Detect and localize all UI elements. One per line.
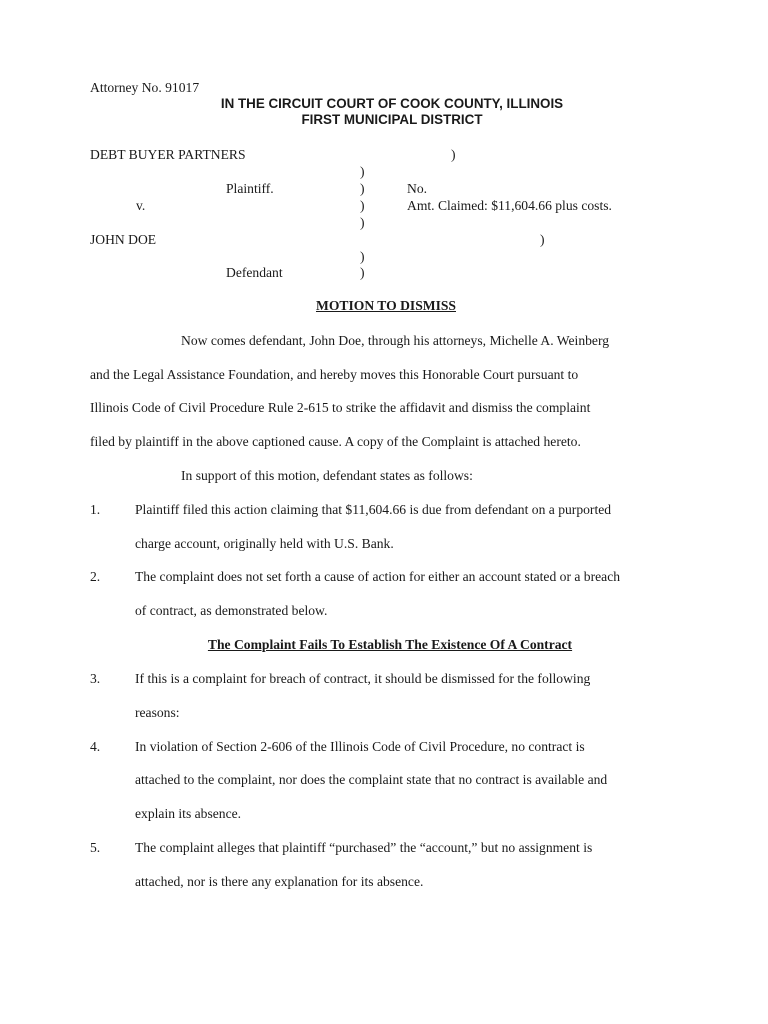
caption-paren: ) [540, 232, 545, 247]
caption-paren: ) [360, 249, 365, 264]
caption-paren: ) [360, 198, 365, 213]
district-name: FIRST MUNICIPAL DISTRICT [301, 112, 483, 127]
attorney-number: Attorney No. 91017 [90, 80, 200, 95]
versus: v. [136, 198, 146, 213]
caption-paren: ) [360, 164, 365, 179]
section-heading: The Complaint Fails To Establish The Existence Of A Contract [207, 637, 573, 652]
case-number-label: No. [407, 181, 428, 196]
body-line: filed by plaintiff in the above captioned cause. A copy of the Complaint is attached hereto. [90, 434, 581, 449]
paragraph-line: In violation of Section 2-606 of the Illinois Code of Civil Procedure, no contract is [135, 739, 585, 754]
paragraph-line: Plaintiff filed this action claiming that $11,604.66 is due from defendant on a purported [135, 502, 612, 517]
paragraph-number: 5. [90, 840, 101, 855]
plaintiff-role: Plaintiff. [226, 181, 274, 196]
paragraph-line: reasons: [135, 705, 180, 720]
caption-paren: ) [360, 265, 365, 280]
paragraph-line: attached, nor is there any explanation for its absence. [135, 874, 424, 889]
body-line: and the Legal Assistance Foundation, and hereby moves this Honorable Court pursuant to [90, 367, 579, 382]
defendant-role: Defendant [226, 265, 283, 280]
amount-claimed: Amt. Claimed: $11,604.66 plus costs. [407, 198, 612, 213]
paragraph-number: 2. [90, 569, 101, 584]
paragraph-number: 1. [90, 502, 101, 517]
paragraph-line: of contract, as demonstrated below. [135, 603, 328, 618]
caption-paren: ) [360, 215, 365, 230]
plaintiff-name: DEBT BUYER PARTNERS [90, 147, 246, 162]
defendant-name: JOHN DOE [90, 232, 157, 247]
paragraph-line: charge account, originally held with U.S. Bank. [135, 536, 394, 551]
paragraph-number: 4. [90, 739, 101, 754]
paragraph-line: The complaint alleges that plaintiff “purchased” the “account,” but no assignment is [135, 840, 593, 855]
paragraph-line: explain its absence. [135, 806, 242, 821]
court-name: IN THE CIRCUIT COURT OF COOK COUNTY, ILLINOIS [220, 96, 564, 111]
body-line: Illinois Code of Civil Procedure Rule 2-615 to strike the affidavit and dismiss the complaint [90, 400, 591, 415]
caption-paren: ) [451, 147, 456, 162]
support-statement: In support of this motion, defendant states as follows: [181, 468, 473, 483]
paragraph-number: 3. [90, 671, 101, 686]
document-title: MOTION TO DISMISS [315, 298, 456, 313]
paragraph-line: attached to the complaint, nor does the complaint state that no contract is available and [135, 772, 608, 787]
paragraph-line: If this is a complaint for breach of contract, it should be dismissed for the following [135, 671, 591, 686]
body-line: Now comes defendant, John Doe, through his attorneys, Michelle A. Weinberg [181, 333, 610, 348]
paragraph-line: The complaint does not set forth a cause of action for either an account stated or a breach [135, 569, 621, 584]
caption-paren: ) [360, 181, 365, 196]
